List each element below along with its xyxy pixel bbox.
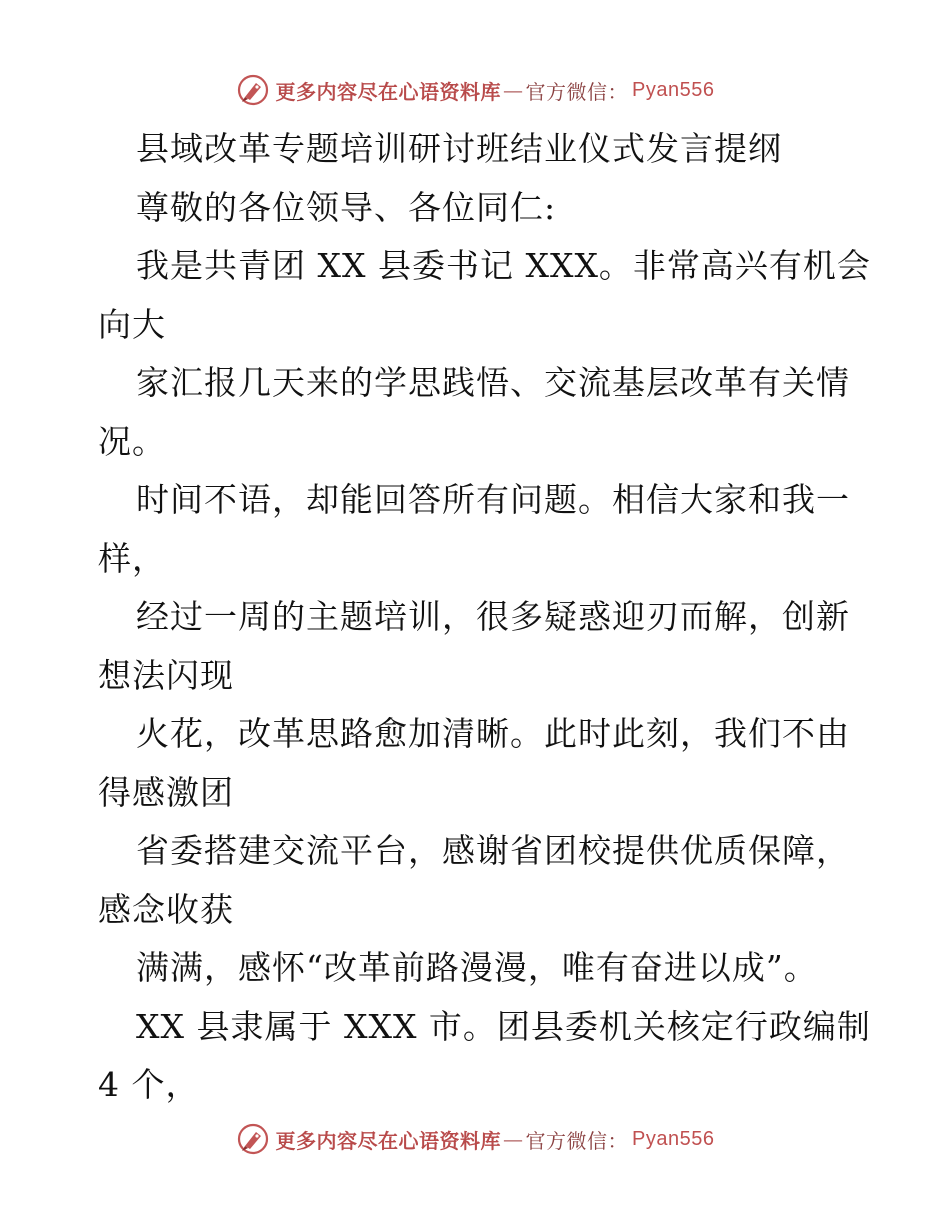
watermark-label: 官方微信： xyxy=(525,79,629,104)
watermark-main-text: 更多内容尽在心语资料库 xyxy=(275,79,502,104)
text-line: 感念收获 xyxy=(98,889,234,929)
text-line: 经过一周的主题培训，很多疑惑迎刃而解，创新 xyxy=(136,597,850,636)
text-line: 况。 xyxy=(98,421,166,461)
text-line: 家汇报几天来的学思践悟、交流基层改革有关情 xyxy=(136,363,850,402)
text-line: 时间不语，却能回答所有问题。相信大家和我一 xyxy=(136,480,850,519)
text-line: 样， xyxy=(98,538,166,578)
text-line: 县域改革专题培训研讨班结业仪式发言提纲 xyxy=(136,129,782,168)
footer-watermark xyxy=(0,1119,950,1159)
text-line: 向大 xyxy=(98,304,166,344)
watermark-label: 官方微信： xyxy=(525,1128,629,1153)
text-line: 火花，改革思路愈加清晰。此时此刻，我们不由 xyxy=(136,714,850,753)
watermark-account: Pyan556 xyxy=(632,78,715,101)
watermark-main-text: 更多内容尽在心语资料库 xyxy=(275,1128,502,1153)
watermark-separator: — xyxy=(503,1127,524,1151)
text-line: 满满，感怀“改革前路漫漫，唯有奋进以成”。 xyxy=(136,948,818,987)
document-body xyxy=(98,120,871,1115)
pen-nib-circle-icon xyxy=(236,1122,270,1156)
text-line: XX 县隶属于 XXX 市。团县委机关核定行政编制 xyxy=(136,1006,871,1046)
header-watermark xyxy=(0,70,950,110)
text-line: 想法闪现 xyxy=(98,655,234,695)
watermark-separator: — xyxy=(503,78,524,102)
text-line: 4 个， xyxy=(98,1065,200,1104)
text-line: 得感激团 xyxy=(98,772,234,812)
watermark-account: Pyan556 xyxy=(632,1127,715,1150)
pen-nib-circle-icon xyxy=(236,73,270,107)
text-line: 我是共青团 XX 县委书记 XXX。非常高兴有机会 xyxy=(136,246,871,285)
text-line: 尊敬的各位领导、各位同仁: xyxy=(136,187,557,227)
text-line: 省委搭建交流平台，感谢省团校提供优质保障， xyxy=(136,831,850,870)
